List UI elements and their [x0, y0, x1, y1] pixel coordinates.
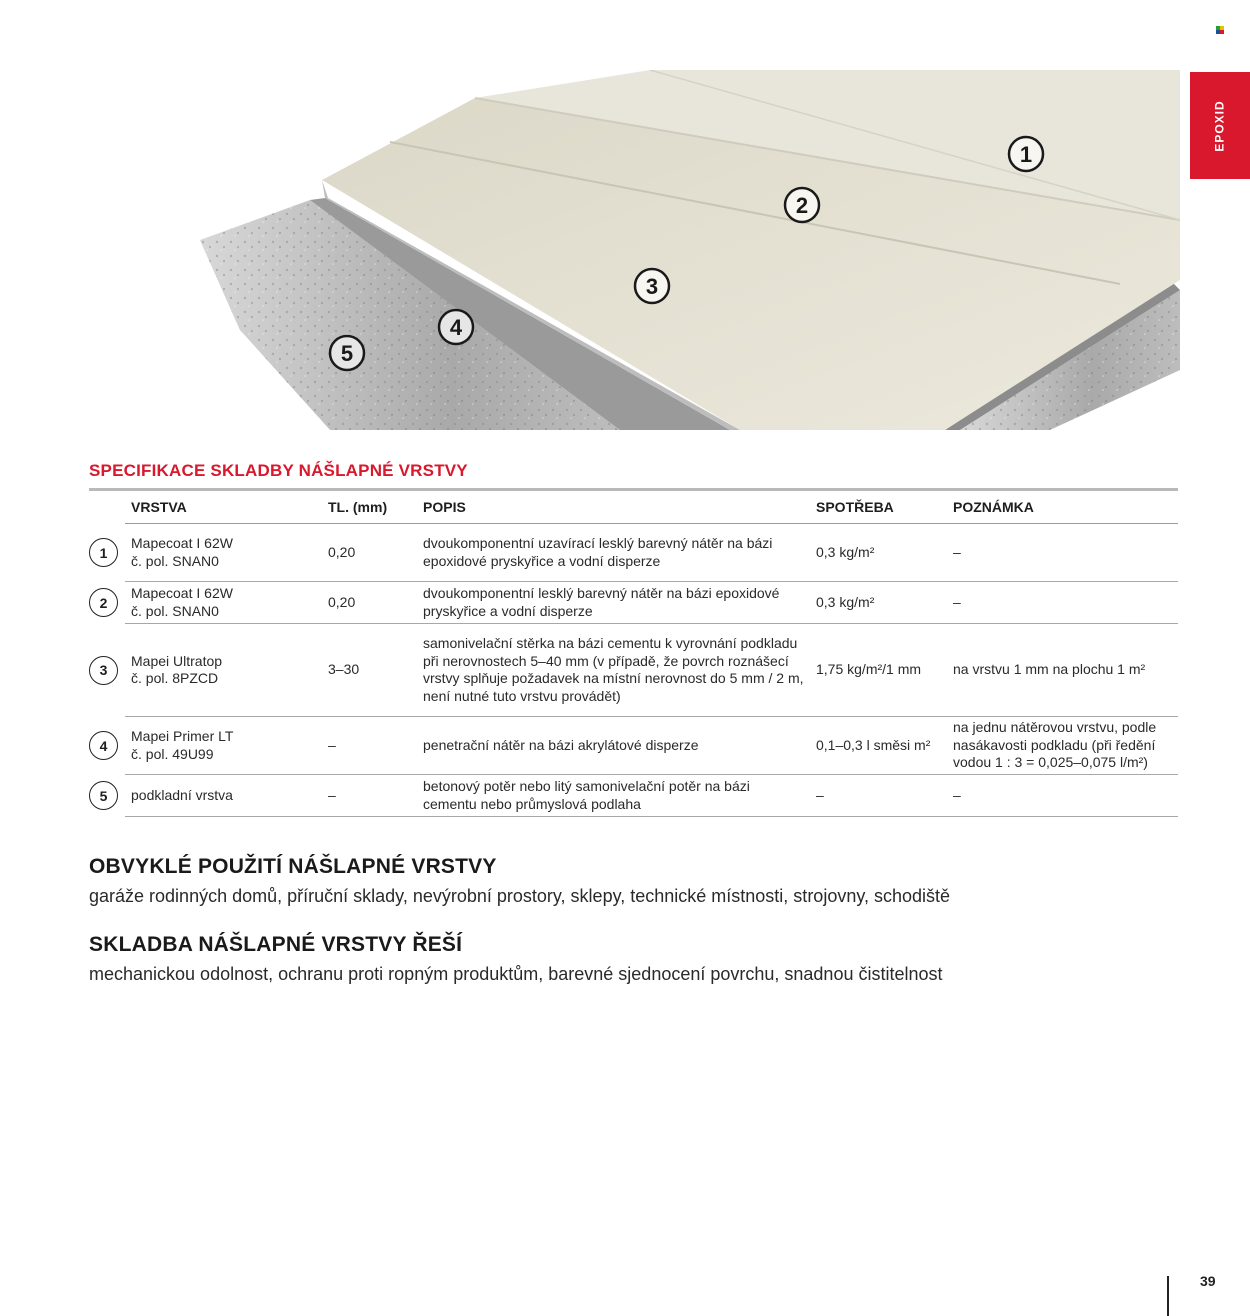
marker-1 — [1009, 137, 1043, 171]
table-row — [89, 624, 1178, 717]
table-row — [89, 524, 1178, 582]
header-tl: TL. (mm) — [328, 499, 388, 515]
description-line: vrstvy splňuje požadavek na místní nerovnost do 5 mm / 2 m, — [423, 670, 804, 686]
consumption-cell: 1,75 kg/m²/1 mm — [816, 661, 922, 678]
product-code: č. pol. 8PZCD — [131, 670, 219, 686]
thickness-cell: – — [328, 786, 336, 803]
description-cell — [417, 778, 810, 813]
product-name: Mapei Primer LT — [131, 728, 234, 744]
description-line: samonivelační stěrka na bázi cementu k vyrovnání podkladu — [423, 635, 798, 651]
product-code: č. pol. 49U99 — [131, 745, 214, 762]
thickness-cell: 0,20 — [328, 543, 356, 560]
description-cell — [417, 635, 810, 705]
thickness-cell: 3–30 — [328, 661, 360, 678]
consumption-cell: – — [816, 786, 824, 803]
layer-name-cell — [125, 653, 322, 688]
note-cell: – — [953, 593, 961, 610]
description-line: dvoukomponentní uzavírací lesklý barevný nátěr na bázi — [423, 535, 773, 551]
note-cell: – — [953, 786, 961, 803]
note-line: vodou 1 : 3 = 0,025–0,075 l/m²) — [953, 754, 1148, 771]
layer-name-cell — [125, 728, 322, 763]
marker-5-label: 5 — [340, 341, 354, 366]
marker-3 — [635, 269, 669, 303]
header-spotreba: SPOTŘEBA — [816, 499, 894, 515]
table-row — [89, 775, 1178, 817]
table-header — [125, 491, 1178, 524]
side-tab — [1190, 72, 1250, 179]
marker-3-label: 3 — [645, 274, 659, 299]
solves-text: mechanickou odolnost, ochranu proti ropným produktům, barevné sjednocení povrchu, snadnou čistitelnost — [89, 964, 943, 984]
row-number: 4 — [89, 731, 118, 760]
product-name: Mapei Ultratop — [131, 652, 223, 669]
marker-1-label: 1 — [1019, 142, 1033, 167]
header-popis: POPIS — [423, 499, 466, 515]
thickness-cell: 0,20 — [328, 593, 356, 610]
product-name: Mapecoat I 62W — [131, 535, 233, 551]
usage-title: OBVYKLÉ POUŽITÍ NÁŠLAPNÉ VRSTVY — [89, 855, 497, 878]
product-code: č. pol. SNAN0 — [131, 552, 219, 569]
spec-title: SPECIFIKACE SKLADBY NÁŠLAPNÉ VRSTVY — [89, 461, 468, 480]
description-line: pryskyřice a vodní disperze — [423, 602, 593, 619]
description-cell — [417, 535, 810, 570]
header-vrstva: VRSTVA — [131, 499, 187, 515]
description-line: betonový potěr nebo litý samonivelační potěr na bázi — [423, 778, 750, 794]
thickness-cell: – — [328, 736, 336, 753]
note-cell: – — [953, 543, 961, 560]
consumption-cell: 0,3 kg/m² — [816, 543, 875, 560]
row-number: 3 — [89, 656, 118, 685]
marker-5 — [330, 336, 364, 370]
description-cell — [417, 737, 810, 755]
side-tab-label: EPOXID — [1212, 99, 1227, 152]
description-line: penetrační nátěr na bázi akrylátové disperze — [423, 736, 699, 753]
consumption-cell: 0,3 kg/m² — [816, 593, 875, 610]
consumption-cell: 0,1–0,3 l směsi m² — [816, 736, 931, 753]
note-line: nasákavosti podkladu (při ředění — [953, 736, 1156, 753]
marker-2 — [785, 188, 819, 222]
layer-name-cell — [125, 585, 322, 620]
product-name: Mapecoat I 62W — [131, 585, 233, 601]
page-divider — [1167, 1276, 1169, 1316]
marker-2-label: 2 — [795, 193, 809, 218]
note-cell — [947, 719, 1178, 772]
layer-name-cell — [125, 787, 322, 805]
usage-text: garáže rodinných domů, příruční sklady, nevýrobní prostory, sklepy, technické místnosti, strojovny, schodiště — [89, 886, 951, 906]
description-line: dvoukomponentní lesklý barevný nátěr na bázi epoxidové — [423, 585, 780, 601]
row-number: 5 — [89, 781, 118, 810]
brand-mark-icon — [1216, 26, 1226, 34]
product-name: podkladní vrstva — [131, 786, 233, 803]
product-code: č. pol. SNAN0 — [131, 602, 219, 619]
solves-title: SKLADBA NÁŠLAPNÉ VRSTVY ŘEŠÍ — [89, 933, 463, 956]
description-line: při nerovnostech 5–40 mm (v případě, že povrch roznášecí — [423, 652, 789, 669]
description-line: cementu nebo průmyslová podlaha — [423, 795, 641, 812]
table-row — [89, 717, 1178, 775]
note-cell: na vrstvu 1 mm na plochu 1 m² — [953, 661, 1146, 678]
description-line: epoxidové pryskyřice a vodní disperze — [423, 552, 661, 569]
description-line: není nutné tuto vrstvu provádět) — [423, 687, 621, 704]
layer-name-cell — [125, 535, 322, 570]
table-row — [89, 582, 1178, 624]
note-line: na jednu nátěrovou vrstvu, podle — [953, 719, 1157, 736]
header-poznamka: POZNÁMKA — [953, 499, 1034, 515]
page-number: 39 — [1200, 1273, 1216, 1289]
marker-4 — [439, 310, 473, 344]
description-cell — [417, 585, 810, 620]
row-number: 1 — [89, 538, 118, 567]
row-number: 2 — [89, 588, 118, 617]
spec-table — [89, 491, 1178, 817]
marker-4-label: 4 — [449, 315, 463, 340]
floor-layers-illustration — [200, 70, 1180, 430]
